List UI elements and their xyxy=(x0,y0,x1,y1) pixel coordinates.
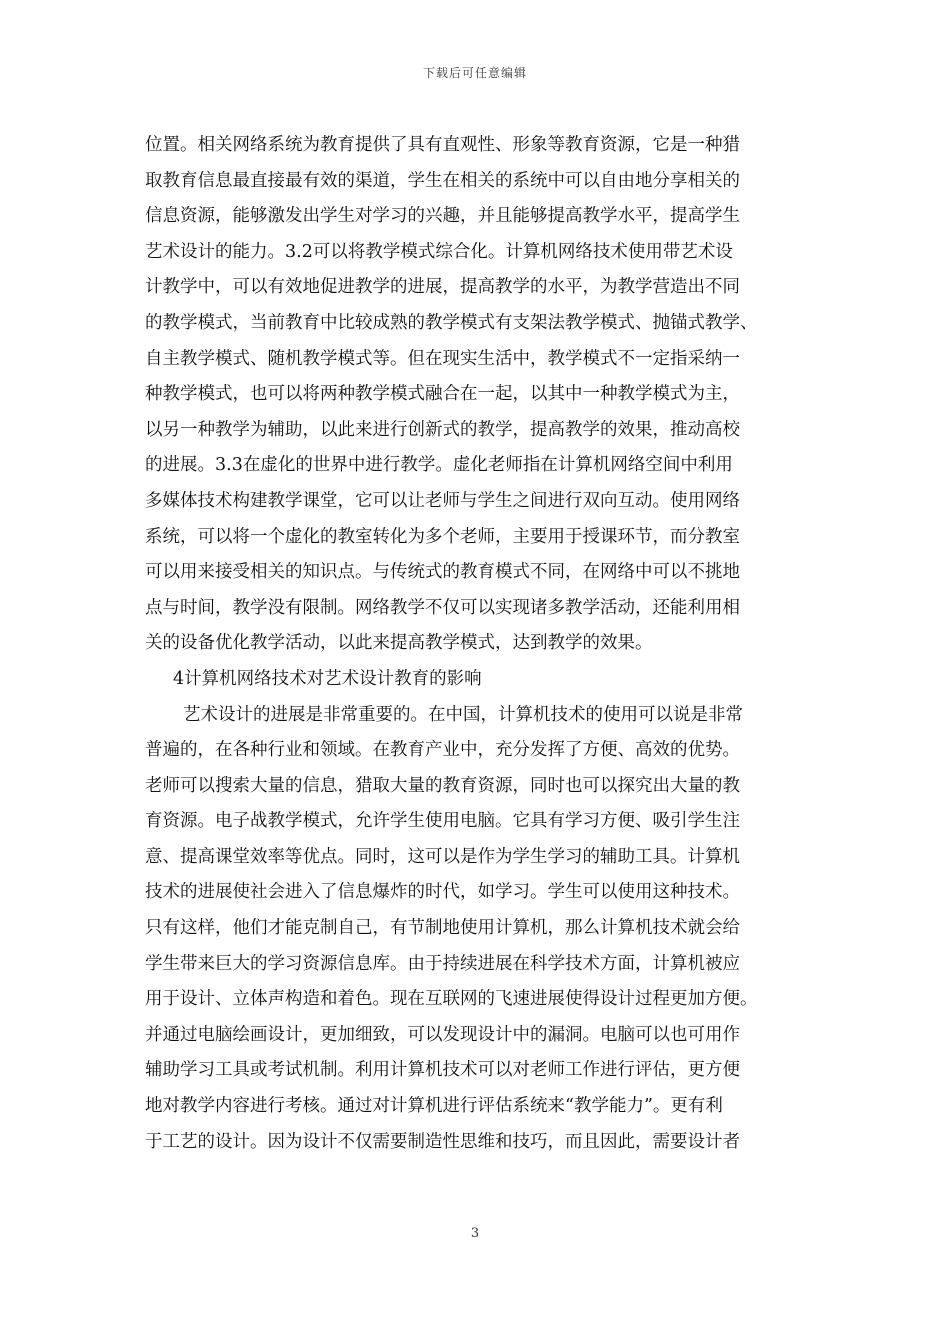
text-line: 用于设计、立体声构造和着色。现在互联网的飞速进展使得设计过程更加方便。 xyxy=(145,989,758,1010)
page-number: 3 xyxy=(470,1226,480,1241)
text-line: 信息资源，能够激发出学生对学习的兴趣，并且能够提高教学水平，提高学生 xyxy=(145,206,740,227)
body-text xyxy=(145,128,815,1160)
page-header: 下载后可任意编辑 xyxy=(422,66,527,80)
text-line: 育资源。电子战教学模式，允许学生使用电脑。它具有学习方便、吸引学生注 xyxy=(145,811,740,832)
text-line: 系统，可以将一个虚化的教室转化为多个老师，主要用于授课环节，而分教室 xyxy=(145,526,740,547)
text-line: 种教学模式，也可以将两种教学模式融合在一起，以其中一种教学模式为主， xyxy=(145,384,740,405)
text-line: 可以用来接受相关的知识点。与传统式的教育模式不同，在网络中可以不挑地 xyxy=(145,562,740,583)
text-line: 取教育信息最直接最有效的渠道，学生在相关的系统中可以自由地分享相关的 xyxy=(145,170,740,191)
text-line: 关的设备优化教学活动，以此来提高教学模式，达到教学的效果。 xyxy=(145,633,653,654)
text-line: 老师可以搜索大量的信息，猎取大量的教育资源，同时也可以探究出大量的教 xyxy=(145,775,740,796)
text-line: 多媒体技术构建教学课堂，它可以让老师与学生之间进行双向互动。使用网络 xyxy=(145,490,740,511)
text-line: 学生带来巨大的学习资源信息库。由于持续进展在科学技术方面，计算机被应 xyxy=(145,953,740,974)
text-line: 普遍的，在各种行业和领域。在教育产业中，充分发挥了方便、高效的优势。 xyxy=(145,740,740,761)
text-line: 自主教学模式、随机教学模式等。但在现实生活中，教学模式不一定指采纳一 xyxy=(145,348,740,369)
text-line: 位置。相关网络系统为教育提供了具有直观性、形象等教育资源，它是一种猎 xyxy=(145,135,740,155)
text-line: 的教学模式，当前教育中比较成熟的教学模式有支架法教学模式、抛锚式教学、 xyxy=(145,312,758,333)
text-line: 艺术设计的能力。3.2可以将教学模式综合化。计算机网络技术使用带艺术设 xyxy=(145,241,733,262)
text-line: 地对教学内容进行考核。通过对计算机进行评估系统来“教学能力”。更有利 xyxy=(145,1096,723,1117)
text-line: 只有这样，他们才能克制自己，有节制地使用计算机，那么计算机技术就会给 xyxy=(145,918,740,939)
text-line: 点与时间，教学没有限制。网络教学不仅可以实现诸多教学活动，还能利用相 xyxy=(145,597,740,618)
text-line: 技术的进展使社会进入了信息爆炸的时代，如学习。学生可以使用这种技术。 xyxy=(145,882,740,903)
text-line: 计教学中，可以有效地促进教学的进展，提高教学的水平，为教学营造出不同 xyxy=(145,277,740,298)
text-line: 以另一种教学为辅助，以此来进行创新式的教学，提高教学的效果，推动高校 xyxy=(145,419,740,440)
paragraph-first-line: 艺术设计的进展是非常重要的。在中国，计算机技术的使用可以说是非常 xyxy=(183,704,743,725)
text-line: 的进展。3.3在虚化的世界中进行教学。虚化老师指在计算机网络空间中利用 xyxy=(145,455,733,476)
section-heading: 4计算机网络技术对艺术设计教育的影响 xyxy=(173,668,482,689)
text-line: 辅助学习工具或考试机制。利用计算机技术可以对老师工作进行评估，更方便 xyxy=(145,1060,740,1081)
text-line: 并通过电脑绘画设计，更加细致，可以发现设计中的漏洞。电脑可以也可用作 xyxy=(145,1024,740,1045)
text-line: 意、提高课堂效率等优点。同时，这可以是作为学生学习的辅助工具。计算机 xyxy=(145,846,740,867)
text-line: 于工艺的设计。因为设计不仅需要制造性思维和技巧，而且因此，需要设计者 xyxy=(145,1131,740,1152)
